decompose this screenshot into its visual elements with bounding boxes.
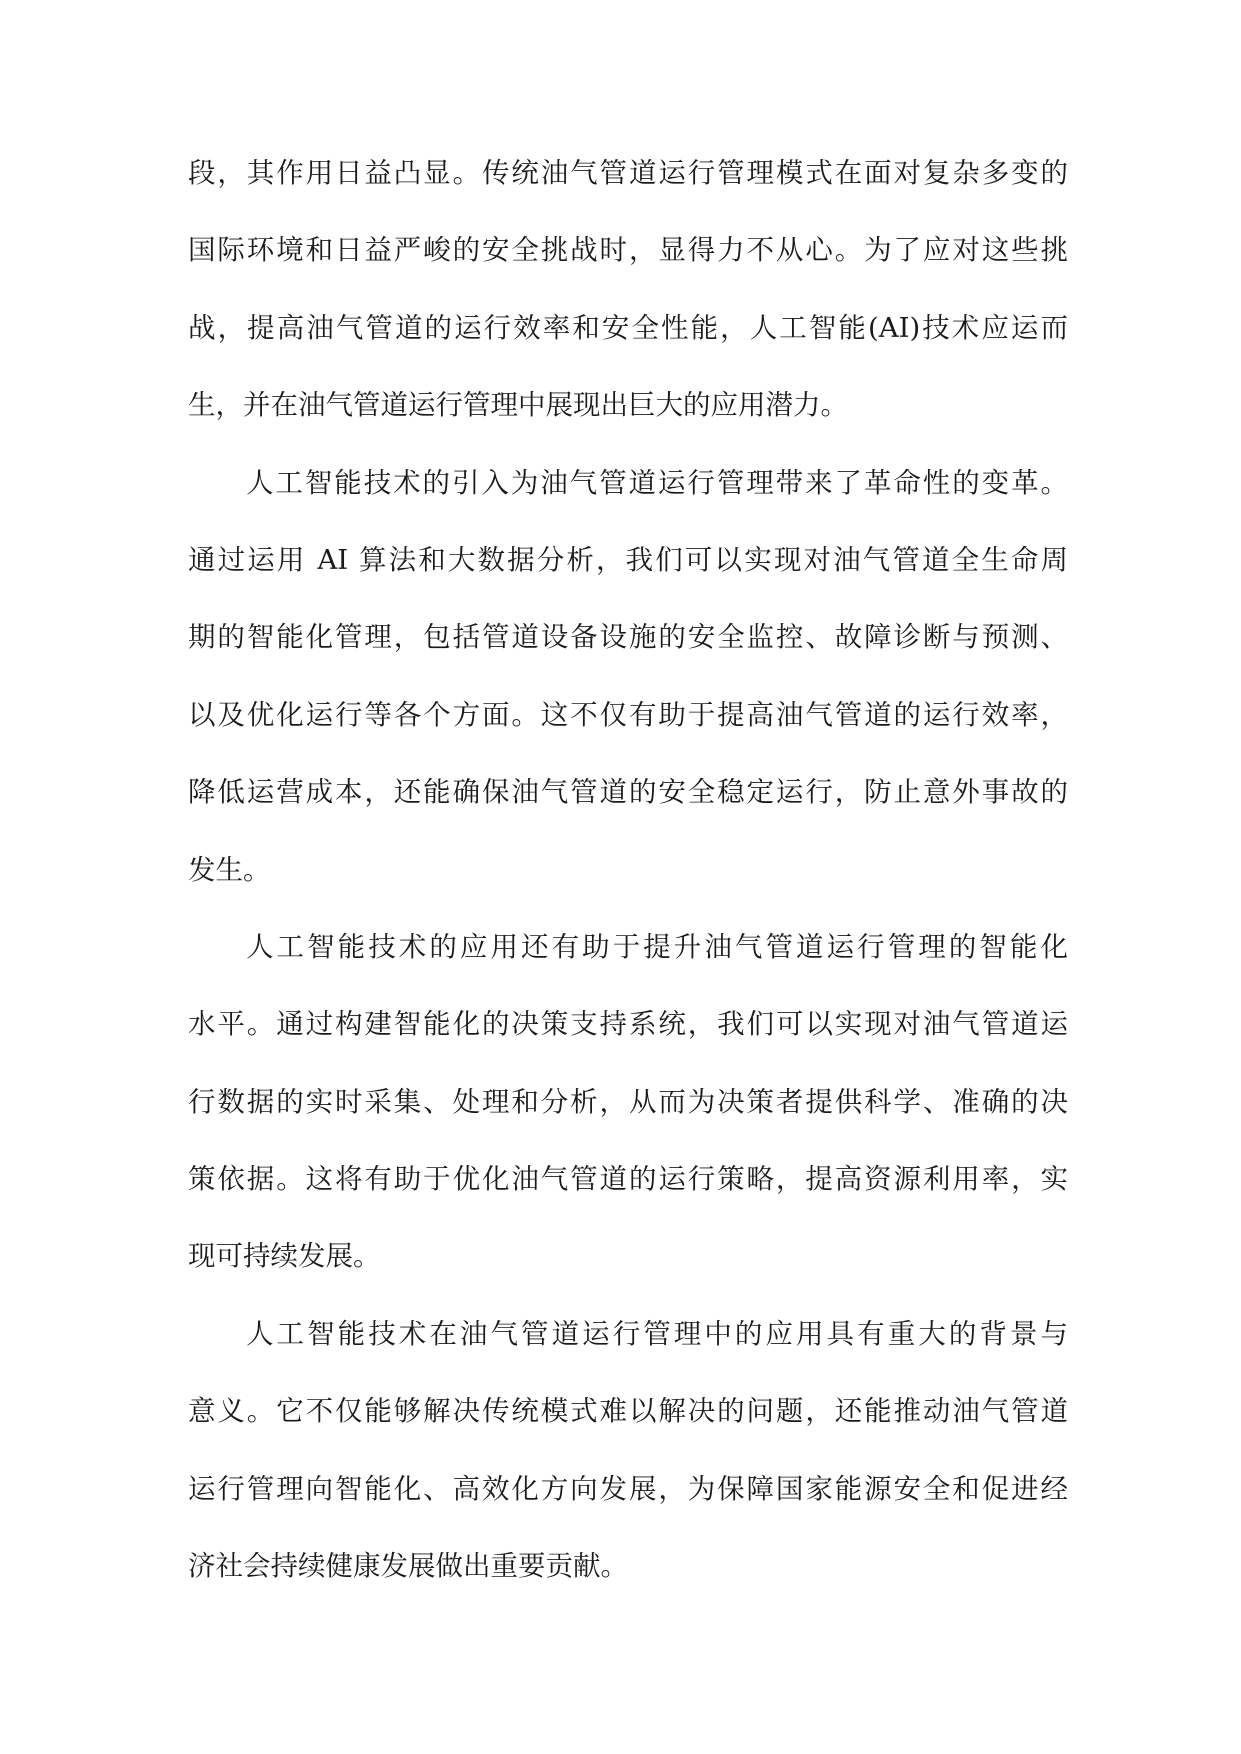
body-text: [188, 145, 1068, 1615]
paragraph-4-line-2: 意义。它不仅能够解决传统模式难以解决的问题，还能推动油气管道: [188, 1395, 1068, 1428]
paragraph-3-line-5: 现可持续发展。: [188, 1240, 381, 1273]
paragraph-1-line-1: 段，其作用日益凸显。传统油气管道运行管理模式在面对复杂多变的: [188, 157, 1068, 189]
paragraph-3-line-2: 水平。通过构建智能化的决策支持系统，我们可以实现对油气管道运: [188, 1008, 1068, 1041]
paragraph-1-line-2: 国际环境和日益严峻的安全挑战时，显得力不从心。为了应对这些挑: [188, 234, 1068, 267]
paragraph-3-line-3: 行数据的实时采集、处理和分析，从而为决策者提供科学、准确的决: [188, 1085, 1068, 1118]
paragraph-2-line-3: 期的智能化管理，包括管道设备设施的安全监控、故障诊断与预测、: [188, 621, 1068, 654]
paragraph-4-line-4: 济社会持续健康发展做出重要贡献。: [188, 1550, 628, 1583]
paragraph-3-line-1: 人工智能技术的应用还有助于提升油气管道运行管理的智能化: [246, 930, 1068, 963]
paragraph-3-line-4: 策依据。这将有助于优化油气管道的运行策略，提高资源利用率，实: [188, 1163, 1068, 1196]
paragraph-2-line-6: 发生。: [188, 853, 271, 886]
paragraph-2-line-2: 通过运用 AI 算法和大数据分析，我们可以实现对油气管道全生命周: [188, 543, 1068, 576]
paragraph-1-line-4: 生，并在油气管道运行管理中展现出巨大的应用潜力。: [188, 389, 848, 422]
paragraph-2-line-4: 以及优化运行等各个方面。这不仅有助于提高油气管道的运行效率，: [188, 698, 1068, 731]
paragraph-2-line-1: 人工智能技术的引入为油气管道运行管理带来了革命性的变革。: [246, 466, 1068, 499]
paragraph-1-line-3: 战，提高油气管道的运行效率和安全性能，人工智能(AI)技术应运而: [188, 311, 1068, 344]
paragraph-2-line-5: 降低运营成本，还能确保油气管道的安全稳定运行，防止意外事故的: [188, 776, 1068, 809]
paragraph-4-line-3: 运行管理向智能化、高效化方向发展，为保障国家能源安全和促进经: [188, 1472, 1068, 1505]
paragraph-4-line-1: 人工智能技术在油气管道运行管理中的应用具有重大的背景与: [246, 1317, 1068, 1350]
